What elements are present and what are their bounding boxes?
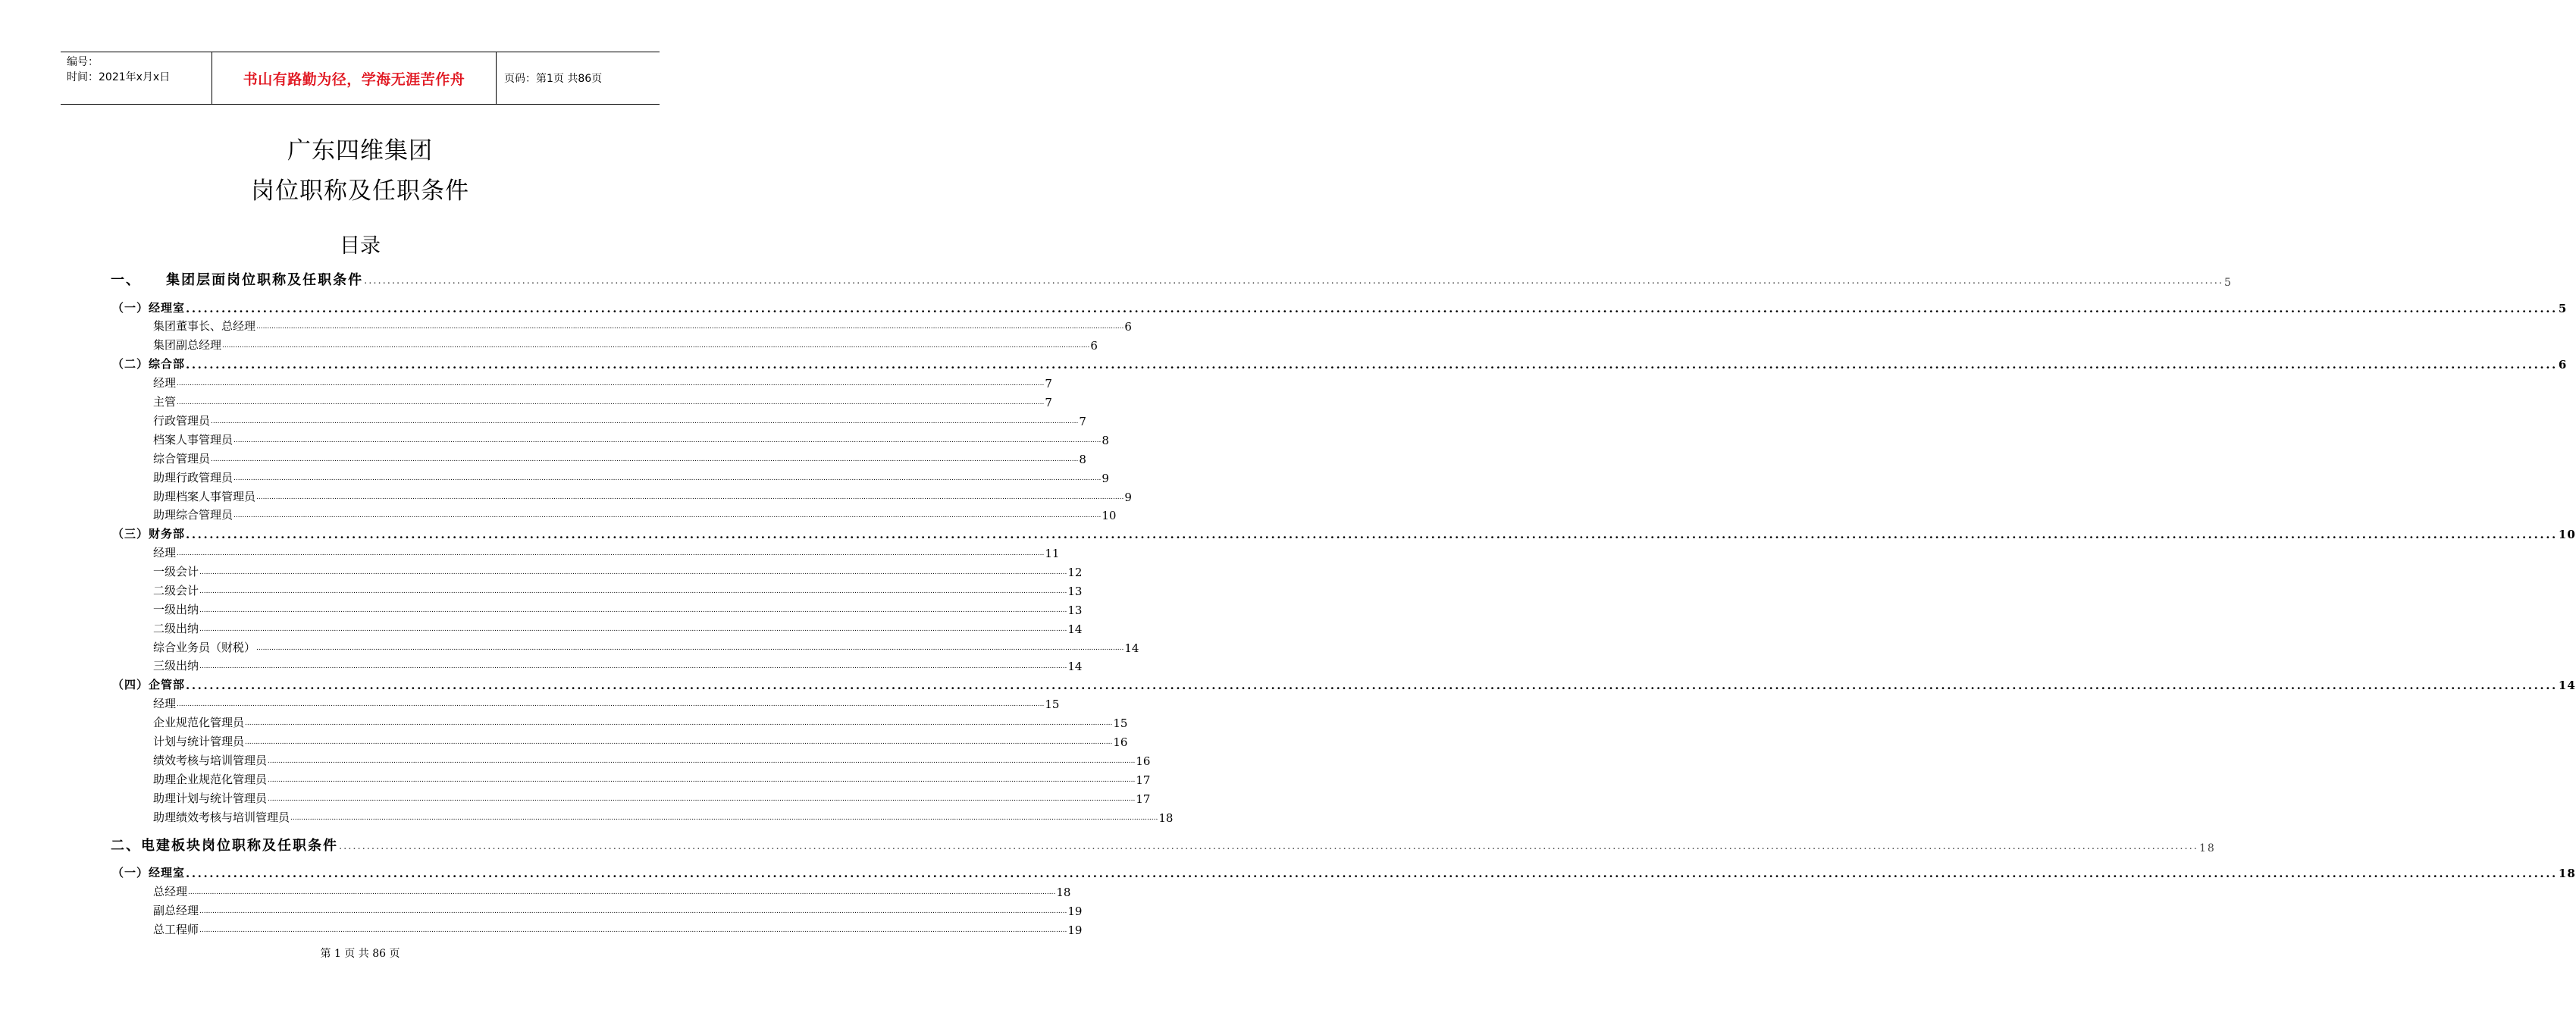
- toc-entry[interactable]: [153, 789, 1151, 806]
- toc-leader-dots: ................................................................................................................................................................................................................................................................................................................................................................................................................: [268, 795, 1136, 803]
- toc-leader-dots: ................................................................................................................................................................................................................................................................................................................................................................................................................: [256, 644, 1124, 652]
- toc-entry-page: 10: [1102, 509, 1117, 522]
- toc-entry-page: 16: [1136, 754, 1151, 768]
- toc-leader-dots: ................................................................................................................................................................................................................................................................................................................................................................................................................: [199, 927, 1067, 934]
- toc-entry-label: 一级会计: [153, 565, 199, 578]
- toc-entry-page: 13: [1067, 585, 1083, 598]
- toc-entry-page: 15: [1045, 698, 1060, 711]
- toc-entry-label: 助理企业规范化管理员: [153, 773, 268, 786]
- toc-entry-label: 经理: [153, 697, 177, 710]
- toc-entry-page: 8: [1079, 453, 1086, 466]
- toc-leader-dots: ................................................................................................................................................................................................................................................................................................................................................................................................................: [211, 456, 1079, 463]
- toc-entry-label: 综合管理员: [153, 452, 211, 466]
- toc-entry-label: 总工程师: [153, 923, 199, 936]
- toc-entry[interactable]: [153, 657, 1083, 673]
- toc-entry[interactable]: [112, 864, 2576, 880]
- toc-entry-page: 15: [1113, 716, 1128, 730]
- toc-entry[interactable]: [153, 600, 1083, 617]
- toc-entry-page: 8: [1102, 434, 1109, 447]
- toc-entry-label: 助理档案人事管理员: [153, 490, 256, 503]
- toc-leader-dots: ................................................................................................................................................................................................................................................................................................................................................................................................................: [233, 512, 1102, 519]
- toc-entry-label: 三级出纳: [153, 659, 199, 673]
- toc-entry-page: 18: [2198, 842, 2216, 854]
- toc-entry-page: 17: [1136, 773, 1151, 787]
- toc-leader-dots: ................................................................................................................................................................................................................................................................................................................................................................................................................: [339, 841, 2198, 852]
- toc-leader-dots: ................................................................................................................................................................................................................................................................................................................................................................................................................: [233, 437, 1102, 444]
- toc-entry-label: 助理综合管理员: [153, 508, 233, 522]
- toc-leader-dots: ................................................................................................................................................................................................................................................................................................................................................................................................................: [177, 701, 1045, 708]
- toc-entry-label: 一级出纳: [153, 603, 199, 616]
- toc-entry-page: 14: [1067, 622, 1083, 636]
- toc-entry-page: 7: [1079, 415, 1086, 428]
- toc-entry-page: 5: [2224, 277, 2233, 289]
- toc-entry-page: 18: [1158, 811, 1174, 825]
- toc-leader-dots: ................................................................................................................................................................................................................................................................................................................................................................................................................: [256, 323, 1124, 331]
- header-time: 时间：2021年x月x日: [67, 71, 171, 83]
- toc-heading: 目录: [340, 234, 381, 258]
- toc-entry-label: 二、电建板块岗位职称及任职条件: [111, 838, 338, 854]
- toc-leader-dots: ................................................................................................................................................................................................................................................................................................................................................................................................................: [177, 380, 1045, 387]
- toc-leader-dots: ................................................................................................................................................................................................................................................................................................................................................................................................................: [199, 607, 1067, 614]
- toc-entry-label: （二）综合部: [112, 357, 186, 371]
- toc-leader-dots: ................................................................................................................................................................................................................................................................................................................................................................................................................: [199, 626, 1067, 633]
- toc-entry-label: 二级出纳: [153, 622, 199, 635]
- toc-entry-label: 副总经理: [153, 904, 199, 917]
- header-motto: 书山有路勤为径，学海无涯苦作舟: [212, 52, 497, 104]
- toc-entry-page: 18: [2558, 867, 2576, 880]
- toc-entry-page: 5: [2558, 302, 2568, 315]
- toc-entry-page: 14: [2558, 679, 2576, 692]
- toc-entry[interactable]: [153, 393, 1052, 409]
- toc-entry-label: （一）经理室: [112, 866, 186, 879]
- toc-entry[interactable]: [153, 883, 1071, 899]
- toc-entry-page: 12: [1067, 566, 1083, 579]
- toc-leader-dots: ................................................................................................................................................................................................................................................................................................................................................................................................................: [199, 908, 1067, 915]
- toc-entry-page: 14: [1124, 641, 1139, 655]
- page-footer: 第 1 页 共 86 页: [320, 948, 400, 960]
- toc-entry-page: 7: [1045, 377, 1052, 390]
- toc-entry[interactable]: [153, 713, 1128, 730]
- toc-entry[interactable]: [153, 638, 1139, 655]
- toc-entry[interactable]: [153, 563, 1083, 579]
- toc-entry[interactable]: [153, 544, 1060, 560]
- toc-entry[interactable]: [111, 835, 2216, 854]
- toc-entry-label: 行政管理员: [153, 414, 211, 428]
- toc-entry[interactable]: [153, 374, 1052, 390]
- toc-entry-label: 计划与统计管理员: [153, 735, 245, 748]
- toc-leader-dots: ................................................................................................................................................................................................................................................................................................................................................................................................................: [245, 738, 1113, 746]
- toc-leader-dots: ................................................................................................................................................................................................................................................................................................................................................................................................................: [186, 358, 2558, 372]
- toc-entry[interactable]: [153, 582, 1083, 598]
- toc-entry-page: 9: [1102, 472, 1109, 485]
- toc-entry[interactable]: [111, 269, 2233, 289]
- toc-entry[interactable]: [112, 525, 2576, 541]
- toc-leader-dots: ................................................................................................................................................................................................................................................................................................................................................................................................................: [186, 528, 2558, 541]
- toc-entry[interactable]: [153, 619, 1083, 636]
- toc-entry-page: 19: [1067, 923, 1083, 937]
- toc-entry[interactable]: [153, 732, 1128, 749]
- toc-leader-dots: ................................................................................................................................................................................................................................................................................................................................................................................................................: [290, 814, 1158, 822]
- toc-leader-dots: ................................................................................................................................................................................................................................................................................................................................................................................................................: [364, 275, 2224, 287]
- toc-entry[interactable]: [153, 469, 1109, 485]
- toc-entry[interactable]: [153, 694, 1060, 711]
- toc-entry-label: （三）财务部: [112, 527, 186, 541]
- toc-leader-dots: ................................................................................................................................................................................................................................................................................................................................................................................................................: [256, 494, 1124, 501]
- toc-entry-page: 18: [1056, 886, 1071, 899]
- toc-leader-dots: ................................................................................................................................................................................................................................................................................................................................................................................................................: [199, 663, 1067, 670]
- toc-entry[interactable]: [153, 450, 1086, 466]
- toc-leader-dots: ................................................................................................................................................................................................................................................................................................................................................................................................................: [186, 867, 2558, 880]
- toc-entry-label: （一）经理室: [112, 301, 186, 315]
- toc-entry-page: 13: [1067, 604, 1083, 617]
- toc-entry-label: 助理行政管理员: [153, 471, 233, 484]
- page-header: [61, 52, 660, 105]
- toc-entry[interactable]: [153, 751, 1151, 768]
- toc-entry[interactable]: [153, 317, 1132, 334]
- toc-entry[interactable]: [153, 336, 1098, 353]
- toc-entry-label: 总经理: [153, 885, 188, 898]
- toc-entry-label: 经理: [153, 546, 177, 560]
- toc-leader-dots: ................................................................................................................................................................................................................................................................................................................................................................................................................: [186, 302, 2558, 315]
- toc-entry-page: 19: [1067, 905, 1083, 918]
- toc-entry[interactable]: [153, 770, 1151, 787]
- toc-entry[interactable]: [153, 431, 1109, 447]
- document-title-line1: 广东四维集团: [287, 137, 433, 165]
- toc-entry-label: 绩效考核与培训管理员: [153, 754, 268, 767]
- toc-entry-label: 主管: [153, 395, 177, 409]
- toc-entry[interactable]: [153, 920, 1083, 937]
- toc-entry[interactable]: [153, 808, 1174, 825]
- header-number: 编号：: [67, 56, 99, 68]
- toc-entry-label: 综合业务员（财税）: [153, 641, 256, 654]
- toc-entry-page: 11: [1045, 547, 1060, 560]
- toc-leader-dots: ................................................................................................................................................................................................................................................................................................................................................................................................................: [199, 588, 1067, 595]
- toc-entry[interactable]: [112, 676, 2576, 692]
- toc-entry-page: 7: [1045, 396, 1052, 409]
- toc-entry-page: 6: [2558, 358, 2568, 372]
- toc-leader-dots: ................................................................................................................................................................................................................................................................................................................................................................................................................: [211, 418, 1079, 425]
- toc-entry-label: 档案人事管理员: [153, 433, 233, 447]
- toc-leader-dots: ................................................................................................................................................................................................................................................................................................................................................................................................................: [245, 720, 1113, 727]
- toc-entry[interactable]: [153, 506, 1117, 522]
- toc-leader-dots: ................................................................................................................................................................................................................................................................................................................................................................................................................: [222, 342, 1090, 350]
- toc-entry-page: 14: [1067, 660, 1083, 673]
- header-page-info: 页码：第1页 共86页: [504, 73, 603, 85]
- toc-entry[interactable]: [112, 355, 2568, 372]
- toc-entry-label: 企业规范化管理员: [153, 716, 245, 729]
- header-meta: [61, 52, 212, 104]
- toc-entry-label: 集团副总经理: [153, 338, 222, 352]
- toc-entry-label: 一、 集团层面岗位职称及任职条件: [111, 272, 364, 288]
- toc-entry[interactable]: [112, 299, 2568, 315]
- toc-leader-dots: ................................................................................................................................................................................................................................................................................................................................................................................................................: [268, 757, 1136, 765]
- toc-leader-dots: ................................................................................................................................................................................................................................................................................................................................................................................................................: [186, 679, 2558, 692]
- toc-entry[interactable]: [153, 901, 1083, 918]
- toc-entry[interactable]: [153, 412, 1086, 428]
- toc-entry-page: 6: [1124, 320, 1132, 334]
- toc-entry-label: 集团董事长、总经理: [153, 319, 256, 333]
- toc-entry-label: 助理计划与统计管理员: [153, 792, 268, 805]
- toc-entry-page: 10: [2558, 528, 2576, 541]
- toc-leader-dots: ................................................................................................................................................................................................................................................................................................................................................................................................................: [268, 776, 1136, 784]
- toc-entry-label: （四）企管部: [112, 678, 186, 691]
- toc-leader-dots: ................................................................................................................................................................................................................................................................................................................................................................................................................: [177, 399, 1045, 406]
- toc-entry-label: 助理绩效考核与培训管理员: [153, 810, 290, 824]
- toc-entry-label: 二级会计: [153, 584, 199, 597]
- document-title-line2: 岗位职称及任职条件: [251, 177, 469, 205]
- toc-entry-page: 16: [1113, 735, 1128, 749]
- toc-leader-dots: ................................................................................................................................................................................................................................................................................................................................................................................................................: [233, 475, 1102, 482]
- toc-leader-dots: ................................................................................................................................................................................................................................................................................................................................................................................................................: [188, 889, 1056, 896]
- toc-entry-page: 17: [1136, 792, 1151, 806]
- toc-entry-label: 经理: [153, 376, 177, 390]
- toc-entry[interactable]: [153, 488, 1132, 504]
- toc-entry-page: 9: [1124, 491, 1132, 504]
- toc-entry-page: 6: [1090, 339, 1098, 353]
- toc-leader-dots: ................................................................................................................................................................................................................................................................................................................................................................................................................: [199, 569, 1067, 576]
- toc-leader-dots: ................................................................................................................................................................................................................................................................................................................................................................................................................: [177, 550, 1045, 557]
